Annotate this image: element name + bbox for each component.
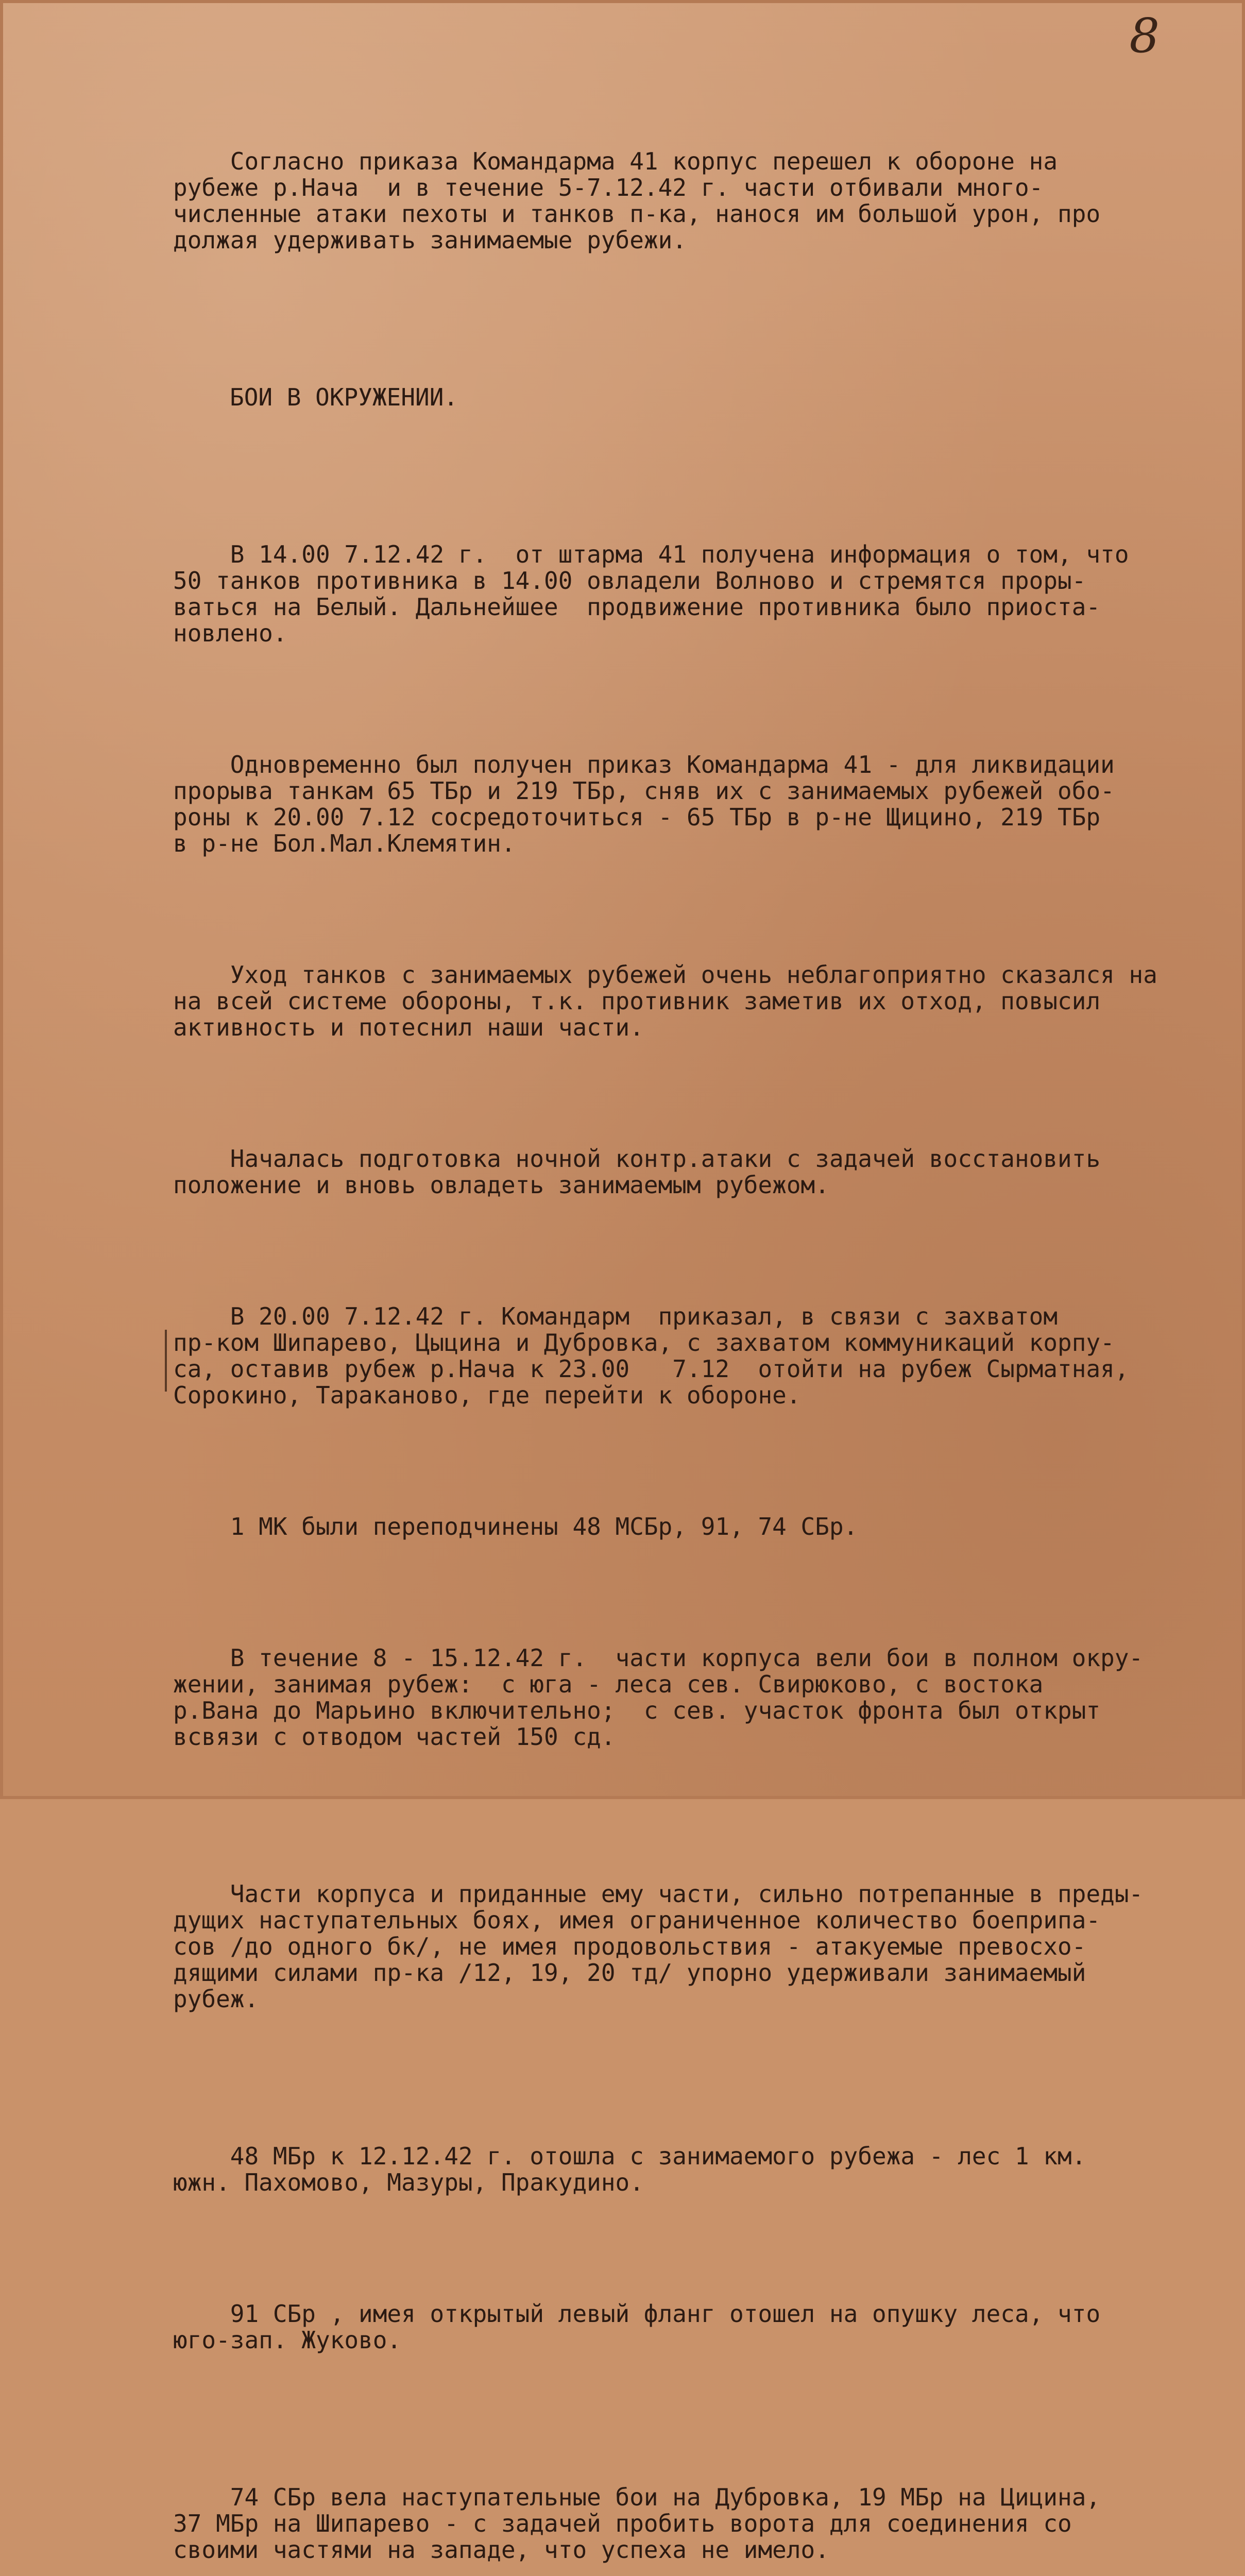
text-line: са, оставив рубеж р.Нача к 23.00 7.12 отойти на рубеж Сырматная, — [173, 1355, 1129, 1383]
paragraph — [173, 909, 1219, 1093]
text-line: в р-не Бол.Мал.Клемятин. — [173, 829, 516, 857]
text-line: дящими силами пр-ка /12, 19, 20 тд/ упорно удерживали занимаемый — [173, 1959, 1086, 1987]
section-heading — [173, 332, 1219, 463]
paragraph — [173, 2248, 1219, 2406]
paragraph — [173, 2432, 1219, 2576]
text-line: БОИ В ОКРУЖЕНИИ. — [230, 383, 458, 411]
text-line: роны к 20.00 7.12 сосредоточиться - 65 ТБр в р-не Щицино, 219 ТБр — [173, 803, 1101, 831]
text-line: 1 МК были переподчинены 48 МСБр, 91, 74 СБр. — [173, 1513, 858, 1540]
text-line: Части корпуса и приданные ему части, сильно потрепанные в преды- — [173, 1880, 1144, 1908]
text-line: 74 СБр вела наступательные бои на Дубровка, 19 МБр на Цицина, — [173, 2483, 1101, 2511]
text-line: Уход танков с занимаемых рубежей очень неблагоприятно сказался на — [173, 961, 1157, 989]
text-line: своими частями на западе, что успеха не имело. — [173, 2536, 829, 2564]
text-line: пр-ком Шипарево, Цыцина и Дубровка, с захватом коммуникаций корпу- — [173, 1329, 1115, 1357]
margin-mark — [165, 1330, 167, 1392]
text-line: южн. Пахомово, Мазуры, Пракудино. — [173, 2168, 644, 2196]
page-number: 8 — [1129, 8, 1165, 63]
text-line: юго-зап. Жуково. — [173, 2326, 402, 2354]
text-line: 50 танков противника в 14.00 овладели Волново и стремятся проры- — [173, 567, 1086, 595]
text-line: положение и вновь овладеть занимаемым рубежом. — [173, 1171, 829, 1199]
paragraph — [173, 1828, 1219, 2065]
text-line: В 14.00 7.12.42 г. от штарма 41 получена информация о том, что — [173, 540, 1129, 568]
text-line: должая удерживать занимаемые рубежи. — [173, 226, 687, 254]
paragraph — [173, 96, 1219, 306]
paragraph — [173, 1461, 1219, 1592]
text-line: р.Вана до Марьино включительно; с сев. участок фронта был открыт — [173, 1697, 1101, 1724]
text-line: всвязи с отводом частей 150 сд. — [173, 1723, 616, 1751]
text-line: 91 СБр , имея открытый левый фланг отошел на опушку леса, что — [173, 2300, 1101, 2328]
text-line: активность и потеснил наши части. — [173, 1013, 644, 1041]
text-line: 48 МБр к 12.12.42 г. отошла с занимаемого рубежа - лес 1 км. — [173, 2142, 1086, 2170]
text-line: рубеже р.Нача и в течение 5-7.12.42 г. части отбивали много- — [173, 174, 1044, 201]
text-line: Сорокино, Тараканово, где перейти к обороне. — [173, 1381, 801, 1409]
text-line: В 20.00 7.12.42 г. Командарм приказал, в связи с захватом — [173, 1302, 1058, 1330]
paragraph — [173, 699, 1219, 909]
text-line: ваться на Белый. Дальнейшее продвижение противника было приоста- — [173, 593, 1101, 621]
text-line: Согласно приказа Командарма 41 корпус перешел к обороне на — [173, 147, 1058, 175]
text-line: жении, занимая рубеж: с юга - леса сев. Свирюково, с востока — [173, 1670, 1044, 1698]
paragraph — [173, 489, 1219, 699]
text-line: численные атаки пехоты и танков п-ка, нанося им большой урон, про — [173, 200, 1101, 228]
text-line: Началась подготовка ночной контр.атаки с задачей восстановить — [173, 1145, 1101, 1173]
paragraph — [173, 2091, 1219, 2248]
text-line: В течение 8 - 15.12.42 г. части корпуса вели бои в полном окру- — [173, 1644, 1144, 1672]
text-line: на всей системе обороны, т.к. противник заметив их отход, повысил — [173, 987, 1101, 1015]
text-line: Одновременно был получен приказ Командарма 41 - для ликвидации — [173, 751, 1115, 778]
text-line: рубеж. — [173, 1985, 259, 2013]
paragraph — [173, 1592, 1219, 1803]
text-line: дущих наступательных боях, имея ограниченное количество боеприпа- — [173, 1906, 1101, 1934]
text-line: прорыва танкам 65 ТБр и 219 ТБр, сняв их с занимаемых рубежей обо- — [173, 777, 1115, 805]
text-line: 37 МБр на Шипарево - с задачей пробить ворота для соединения со — [173, 2510, 1072, 2537]
text-line: новлено. — [173, 619, 287, 647]
paragraph — [173, 1251, 1219, 1461]
paragraph — [173, 1093, 1219, 1251]
document-body — [173, 96, 1219, 2576]
text-line: сов /до одного бк/, не имея продовольствия - атакуемые превосхо- — [173, 1933, 1086, 1960]
